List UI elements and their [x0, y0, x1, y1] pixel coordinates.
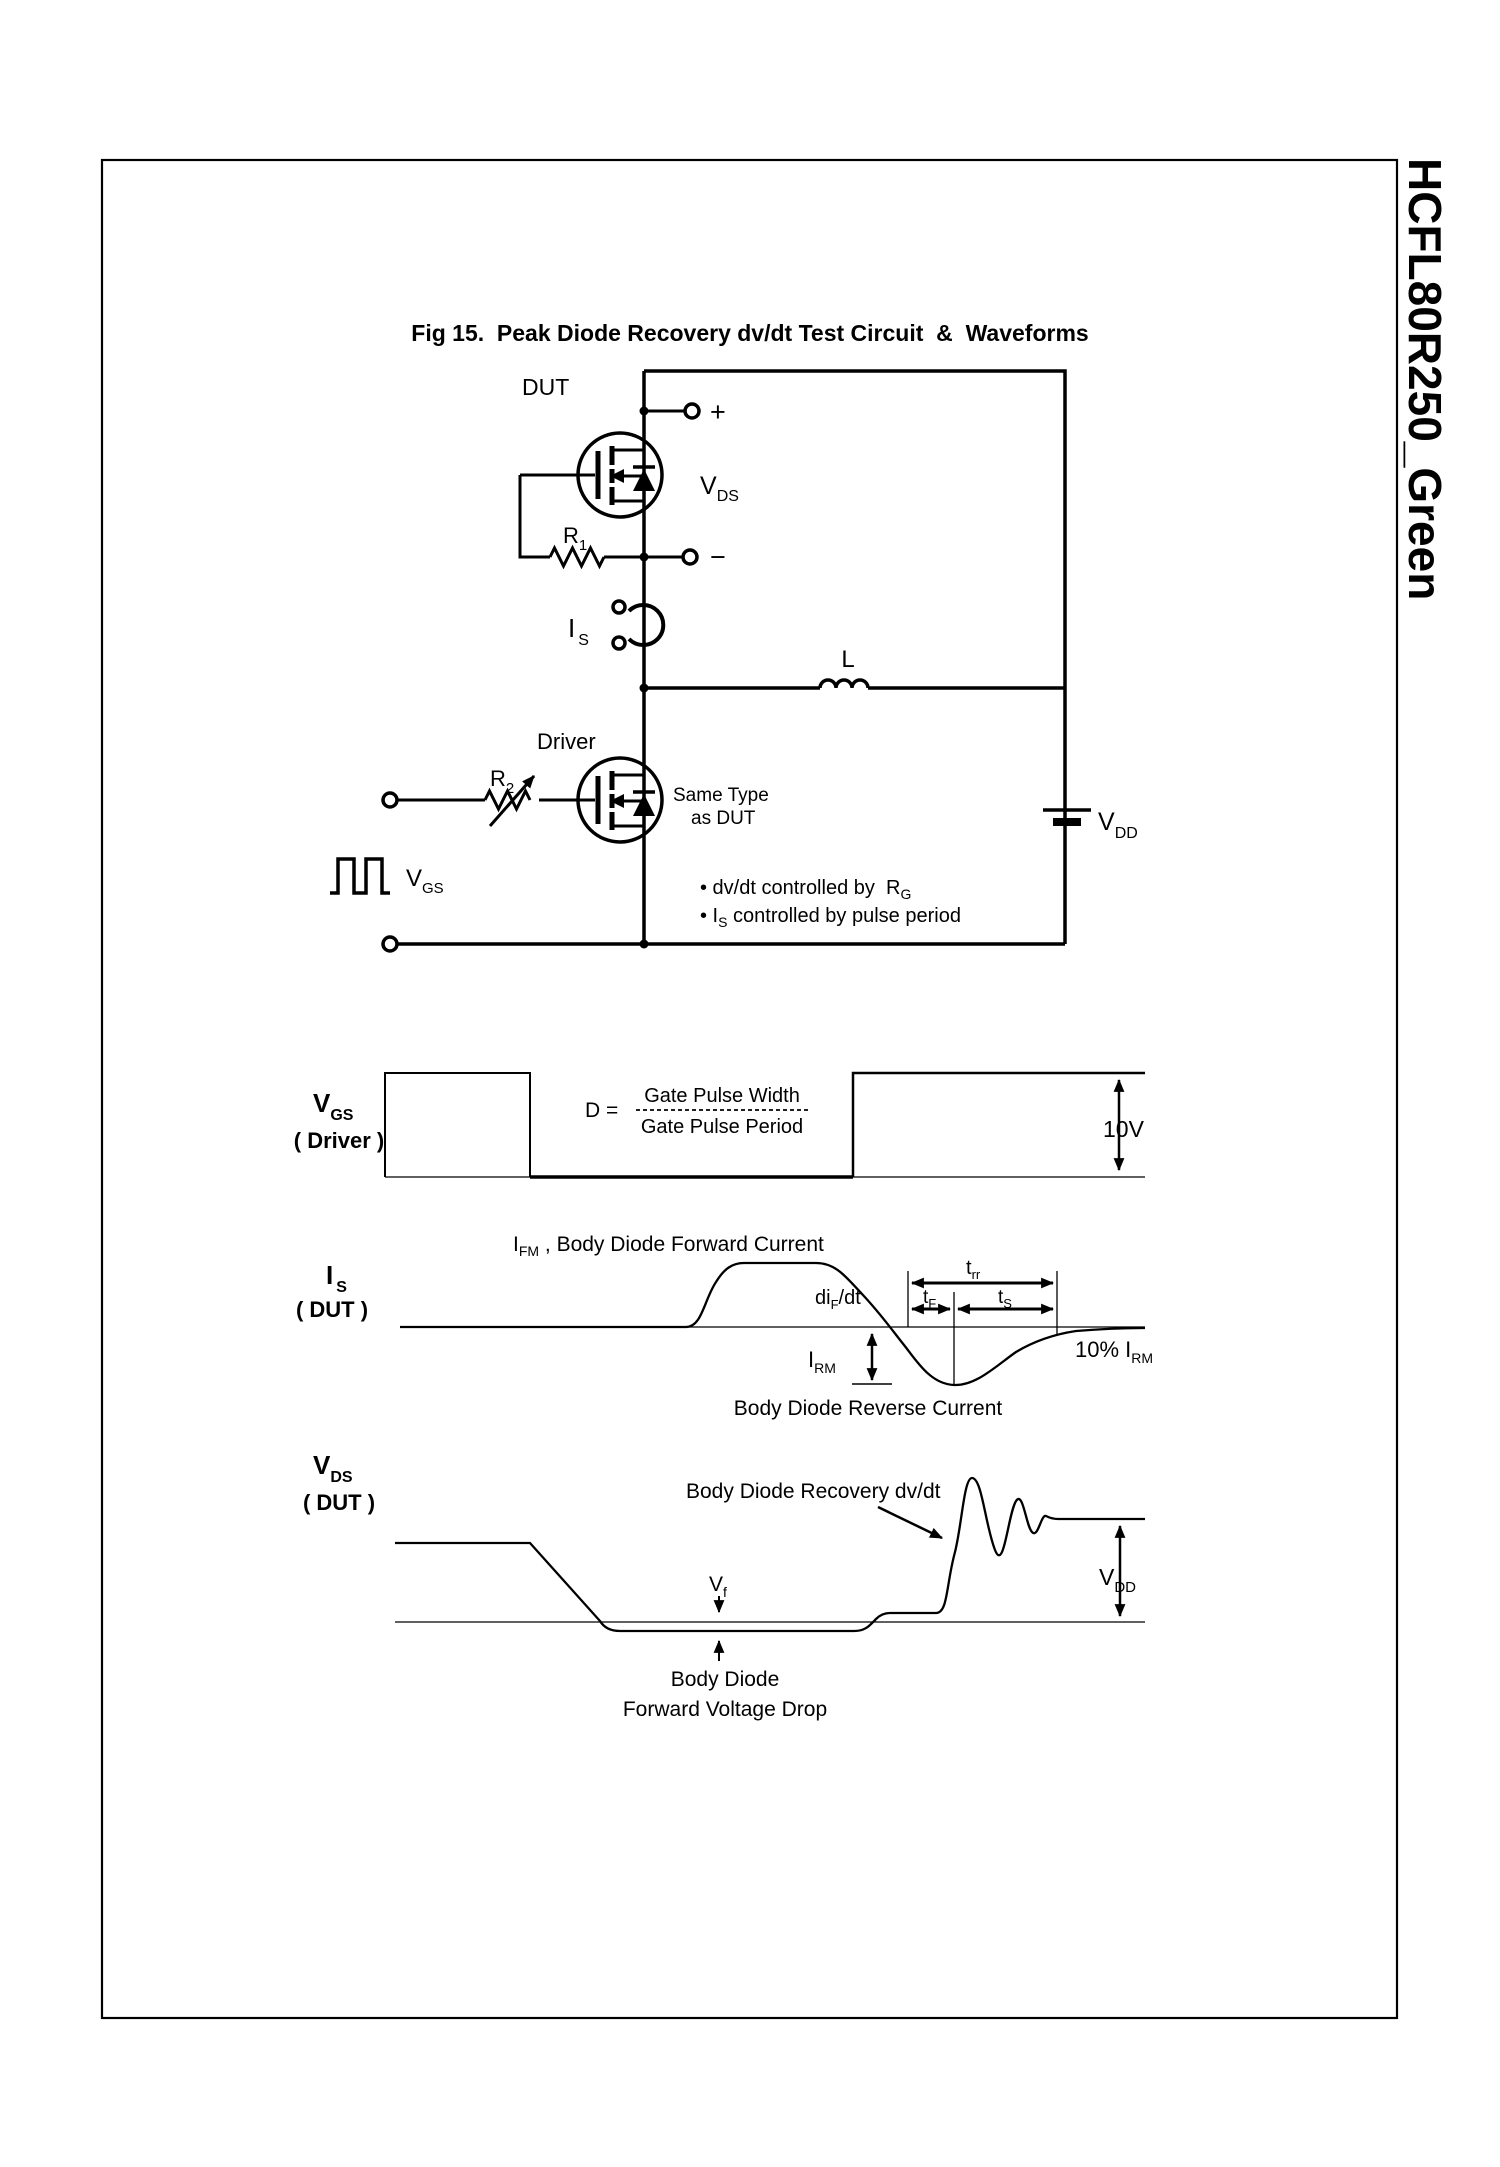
- r1-label: $R_1$: [563, 523, 588, 554]
- current-probe-symbol: [613, 601, 663, 649]
- same-type-label-1: Same Type: [673, 785, 769, 806]
- vf-label: $V_f$: [709, 1573, 727, 1600]
- recovery-dvdt-annotation: Body Diode Recovery dv/dt: [686, 1480, 941, 1503]
- vgs-pulse-2: [853, 1073, 1145, 1177]
- dut-label: DUT: [522, 374, 570, 400]
- note-is: • $I_S$ controlled by pulse period: [700, 905, 961, 930]
- node-dot: [640, 940, 649, 949]
- gate-input-terminal: [383, 793, 397, 807]
- waveform-vgs-driver: [294, 1073, 1145, 1177]
- tf-label: $t_F$: [923, 1287, 937, 1311]
- vds-axis-label: $V_{DS}$: [313, 1450, 353, 1486]
- ifm-annotation: $I_{FM}$ , Body Diode Forward Current: [513, 1233, 824, 1259]
- vgs-source-label: $V_{GS}$: [406, 865, 444, 897]
- part-number-sidebar: HCFL80R250_Green: [1399, 158, 1451, 601]
- test-circuit: [330, 371, 1138, 951]
- pulse-train-icon: [330, 859, 390, 893]
- difdt-label: $di_F/dt$: [815, 1287, 861, 1312]
- duty-lhs: D =: [585, 1099, 619, 1122]
- waveform-is-dut: [296, 1233, 1153, 1420]
- vds-label: $V_{DS}$: [700, 472, 739, 505]
- r2-label: $R_2$: [490, 766, 515, 797]
- ts-label: $t_S$: [998, 1287, 1012, 1311]
- minus-sign: −: [710, 542, 726, 572]
- plus-terminal: [685, 404, 699, 418]
- vdd-label: $V_{DD}$: [1098, 808, 1138, 842]
- is-current-curve: [400, 1263, 1145, 1385]
- r1-lead-wire: [520, 475, 550, 557]
- vdd-level-label: $V_{DD}$: [1099, 1564, 1137, 1596]
- is-label: I $_S$: [568, 613, 589, 649]
- duty-numerator: Gate Pulse Width: [644, 1085, 800, 1107]
- ten-percent-irm-label: 10% $I_{RM}$: [1075, 1337, 1154, 1366]
- minus-terminal: [683, 550, 697, 564]
- irm-label: $I_{RM}$: [808, 1347, 836, 1376]
- trr-label: $t_{rr}$: [966, 1257, 981, 1282]
- amplitude-value: 10V: [1103, 1116, 1144, 1142]
- vgs-axis-paren: ( Driver ): [293, 1128, 385, 1153]
- duty-denominator: Gate Pulse Period: [640, 1116, 804, 1138]
- vds-axis-paren: ( DUT ): [302, 1490, 376, 1515]
- inductor-label: L: [841, 646, 855, 673]
- forward-drop-annotation-1: Body Diode: [670, 1668, 780, 1691]
- source-return-terminal: [383, 937, 397, 951]
- vgs-pulse-1: [385, 1073, 530, 1177]
- vgs-axis-label: $V_{GS}$: [313, 1088, 354, 1124]
- figure-title: Fig 15. Peak Diode Recovery dv/dt Test Circuit & Waveforms: [411, 320, 1089, 346]
- recovery-pointer-arrow: [878, 1507, 942, 1538]
- waveform-vds-dut: [303, 1450, 1145, 1721]
- is-axis-label: I $_S$: [326, 1260, 347, 1296]
- note-dvdt: • dv/dt controlled by $R_G$: [700, 877, 912, 902]
- dut-mosfet-symbol: [520, 433, 662, 517]
- driver-label: Driver: [537, 729, 596, 754]
- reverse-current-annotation: Body Diode Reverse Current: [733, 1397, 1003, 1420]
- same-type-label-2: as DUT: [691, 808, 756, 829]
- plus-sign: +: [710, 397, 726, 427]
- r1-resistor: [550, 548, 604, 566]
- timing-reference-lines: [908, 1271, 1057, 1386]
- body-diode: [633, 794, 655, 816]
- forward-drop-annotation-2: Forward Voltage Drop: [622, 1698, 828, 1721]
- body-diode: [633, 469, 655, 491]
- is-axis-paren: ( DUT ): [295, 1297, 369, 1322]
- inductor-coil: [820, 680, 868, 688]
